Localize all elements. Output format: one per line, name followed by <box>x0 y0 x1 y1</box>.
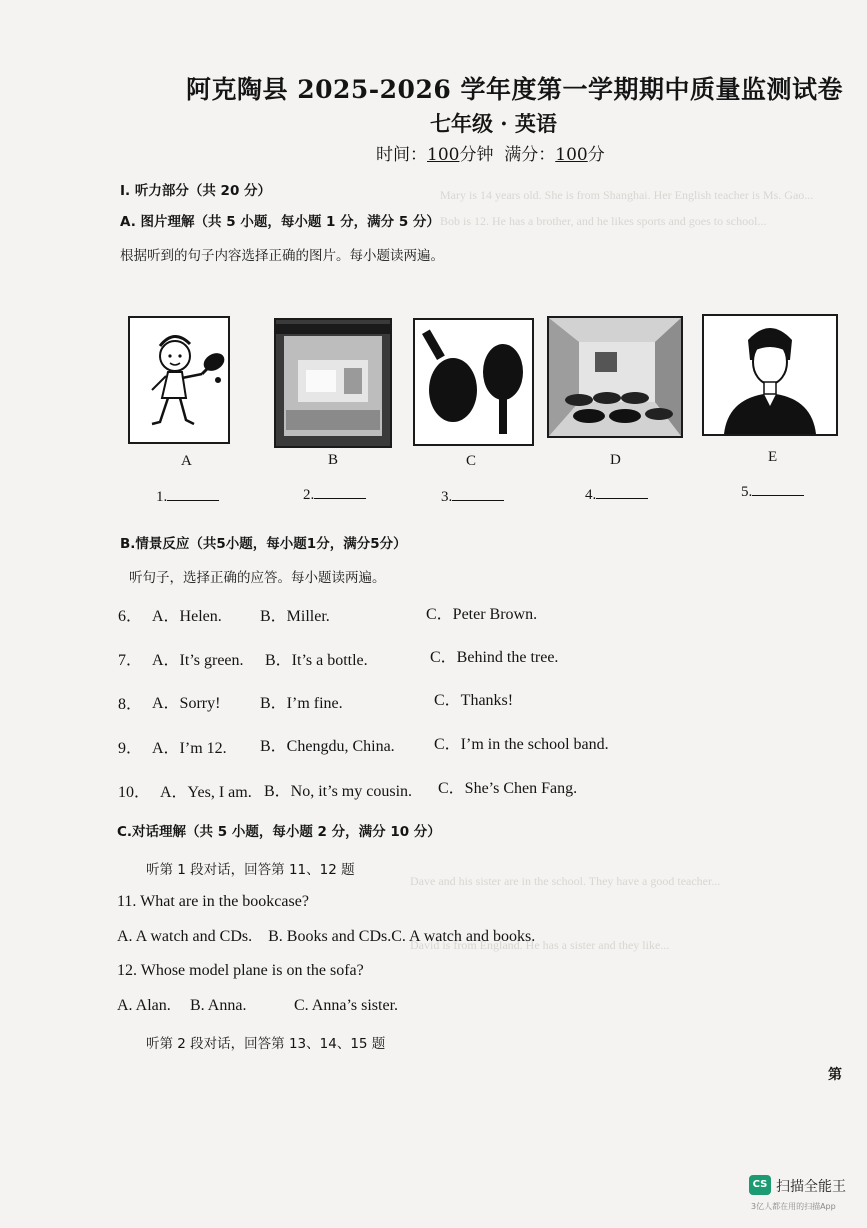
picture-label: A <box>181 453 192 469</box>
score-value: 100 <box>555 145 588 165</box>
picture-label: B <box>328 452 339 468</box>
camscanner-logo-icon: CS <box>749 1175 771 1195</box>
question-options: A. A watch and CDs. B. Books and CDs.C. A watch and books. <box>117 928 536 945</box>
picture-label: E <box>768 449 778 465</box>
option-b: B．No, it’s my cousin. <box>264 783 413 800</box>
bleed-through-text: David is from England. He has a sister and they like... <box>410 938 670 952</box>
option-a: A．It’s green. <box>152 652 244 669</box>
option-c: C．I’m in the school band. <box>434 736 609 753</box>
question-text: 12. Whose model plane is on the sofa? <box>117 962 364 979</box>
picture-d-classroom-icon <box>547 316 683 438</box>
answer-blank[interactable]: 4. <box>585 484 648 504</box>
option-c: C．Peter Brown. <box>426 606 538 623</box>
answer-blank[interactable]: 2. <box>303 484 366 504</box>
answer-blank[interactable]: 1. <box>156 486 219 506</box>
watermark-name: 扫描全能王 <box>776 1179 846 1195</box>
option-a: A．Helen. <box>152 608 222 625</box>
score-unit: 分 <box>587 145 605 165</box>
question-text: 11. What are in the bookcase? <box>117 893 309 910</box>
score-label: 满分： <box>504 145 556 165</box>
option-b: B．Miller. <box>260 608 330 625</box>
option-a: A．I’m 12. <box>152 740 227 757</box>
answer-blank[interactable]: 5. <box>741 481 804 501</box>
part-a-title: A. 图片理解（共 5 小题，每小题 1 分，满分 5 分） <box>120 214 440 230</box>
picture-a-girl-tennis-icon <box>128 316 230 444</box>
time-unit: 分钟 <box>459 145 494 165</box>
bleed-through-text: Mary is 14 years old. She is from Shanghai. Her English teacher is Ms. Gao... <box>440 188 814 202</box>
answer-blank[interactable]: 3. <box>441 486 504 506</box>
option-b: B. Anna. <box>190 997 247 1014</box>
bleed-through-text: Bob is 12. He has a brother, and he likes sports and goes to school... <box>440 214 767 228</box>
picture-label: C <box>466 453 477 469</box>
picture-b-room-icon <box>274 318 392 448</box>
exam-subtitle: 七年级 · 英语 <box>430 111 557 136</box>
option-a: A．Sorry! <box>152 695 221 712</box>
question-number: 9． <box>118 740 143 757</box>
section-title: I. 听力部分（共 20 分） <box>120 183 272 199</box>
question-number: 7． <box>118 652 143 669</box>
picture-c-ping-pong-bats-icon <box>413 318 534 446</box>
watermark-tagline: 3亿人都在用的扫描App <box>751 1202 836 1211</box>
question-number: 10． <box>118 784 151 801</box>
picture-label: D <box>610 452 621 468</box>
scanner-watermark <box>749 1175 867 1228</box>
question-number: 8． <box>118 696 143 713</box>
picture-e-man-portrait-icon <box>702 314 838 436</box>
page-marker: 第 <box>828 1067 842 1083</box>
option-c: C. Anna’s sister. <box>294 997 399 1014</box>
option-b: B．Chengdu, China. <box>260 738 395 755</box>
option-b: B．It’s a bottle. <box>265 652 368 669</box>
part-a-instruction: 根据听到的句子内容选择正确的图片。每小题读两遍。 <box>120 248 444 264</box>
part-b-title: B.情景反应（共5小题，每小题1分，满分5分） <box>120 536 407 552</box>
option-a: A. Alan. <box>117 997 171 1014</box>
exam-title: 阿克陶县 2025-2026 学年度第一学期期中质量监测试卷 <box>186 75 843 104</box>
option-a: A．Yes, I am. <box>160 784 252 801</box>
dialog-instruction: 听第 2 段对话，回答第 13、14、15 题 <box>146 1036 386 1052</box>
exam-time-score <box>376 140 605 165</box>
option-b: B．I’m fine. <box>260 695 343 712</box>
option-c: C．She’s Chen Fang. <box>438 780 578 797</box>
dialog-instruction: 听第 1 段对话，回答第 11、12 题 <box>146 862 355 878</box>
part-c-title: C.对话理解（共 5 小题，每小题 2 分，满分 10 分） <box>117 824 441 840</box>
time-value: 100 <box>427 145 460 165</box>
option-c: C．Thanks! <box>434 692 514 709</box>
option-c: C．Behind the tree. <box>430 649 559 666</box>
bleed-through-text: Dave and his sister are in the school. They have a good teacher... <box>410 874 721 888</box>
time-label: 时间： <box>376 145 427 165</box>
part-b-instruction: 听句子，选择正确的应答。每小题读两遍。 <box>129 570 386 586</box>
question-number: 6． <box>118 608 143 625</box>
